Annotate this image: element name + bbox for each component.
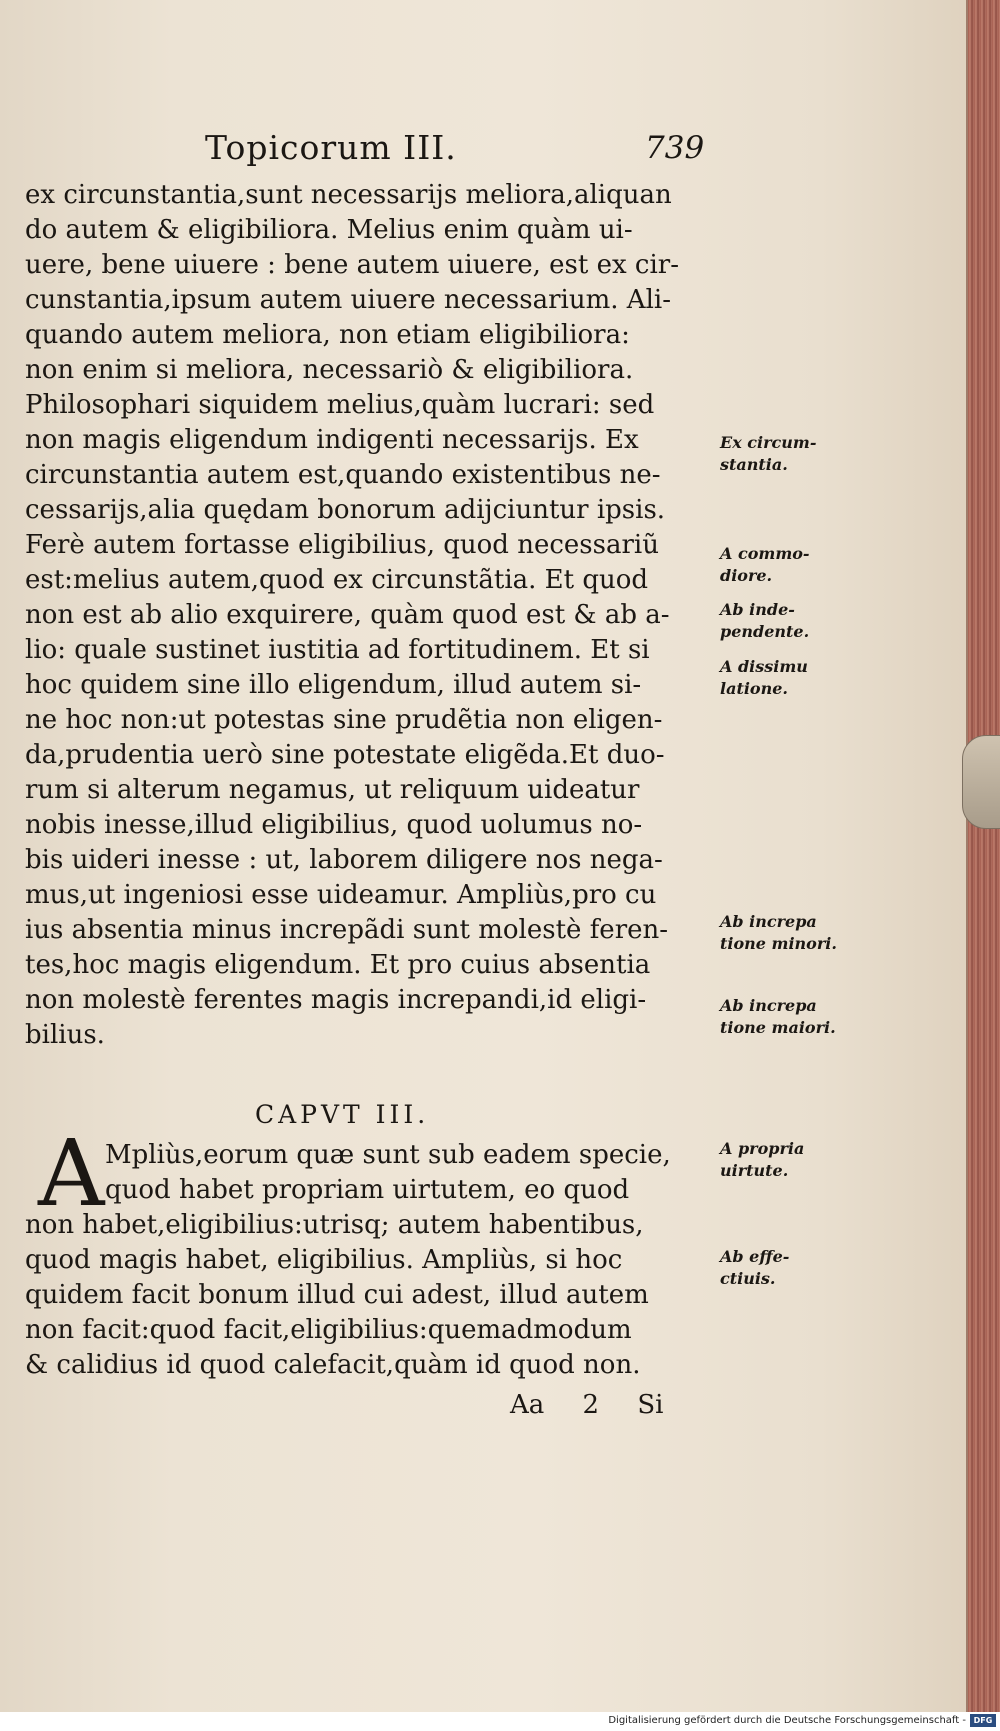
chapter-heading: CAPVT III. — [255, 1100, 430, 1129]
text-line: tes,hoc magis eligendum. Et pro cuius absentia — [25, 950, 651, 980]
marginal-note: A commo- — [720, 544, 810, 563]
marginal-note: Ab inde- — [720, 600, 795, 619]
marginal-note: Ab increpa — [720, 996, 817, 1015]
drop-cap: A — [38, 1120, 105, 1227]
running-head — [0, 128, 966, 172]
text-line: non molestè ferentes magis increpandi,id eligi- — [25, 985, 647, 1015]
marginal-note: Ex circum- — [720, 433, 817, 452]
text-line: Philosophari siquidem melius,quàm lucrari: sed — [25, 390, 655, 420]
text-line: est:melius autem,quod ex circunstãtia. Et quod — [25, 565, 649, 595]
marginal-note: latione. — [720, 679, 788, 698]
marginal-note: uirtute. — [720, 1161, 789, 1180]
marginal-note: A dissimu — [720, 657, 808, 676]
text-line: Ferè autem fortasse eligibilius, quod necessariũ — [25, 530, 659, 560]
text-line: cunstantia,ipsum autem uiuere necessarium. Ali- — [25, 285, 671, 315]
marginal-note: Ab effe- — [720, 1247, 790, 1266]
text-line: mus,ut ingeniosi esse uideamur. Ampliùs,pro cu — [25, 880, 657, 910]
running-title: Topicorum III. — [205, 128, 457, 167]
text-line: do autem & eligibiliora. Melius enim quàm ui- — [25, 215, 633, 245]
text-line: ne hoc non:ut potestas sine prudẽtia non eligen- — [25, 705, 663, 735]
text-line: & calidius id quod calefacit,quàm id quod non. — [25, 1350, 641, 1380]
text-line: ius absentia minus increpãdi sunt molestè feren- — [25, 915, 669, 945]
page-number: 739 — [645, 130, 705, 166]
marginal-note: pendente. — [720, 622, 810, 641]
text-line: Mpliùs,eorum quæ sunt sub eadem specie, — [105, 1140, 671, 1170]
text-line: nobis inesse,illud eligibilius, quod uolumus no- — [25, 810, 643, 840]
text-line: non habet,eligibilius:utrisq; autem habentibus, — [25, 1210, 644, 1240]
text-line: lio: quale sustinet iustitia ad fortitudinem. Et si — [25, 635, 650, 665]
text-line: rum si alterum negamus, ut reliquum uideatur — [25, 775, 640, 805]
text-line: uere, bene uiuere : bene autem uiuere, est ex cir- — [25, 250, 680, 280]
text-line: non facit:quod facit,eligibilius:quemadmodum — [25, 1315, 632, 1345]
text-line: bis uideri inesse : ut, laborem diligere nos nega- — [25, 845, 663, 875]
book-fore-edge — [968, 0, 1000, 1712]
text-line: non est ab alio exquirere, quàm quod est & ab a- — [25, 600, 670, 630]
catchword: Aa 2 Si — [510, 1390, 664, 1420]
text-line: da,prudentia uerò sine potestate eligẽda.Et duo- — [25, 740, 665, 770]
text-line: non enim si meliora, necessariò & eligibiliora. — [25, 355, 634, 385]
page-clip — [962, 735, 1000, 829]
text-line: quod habet propriam uirtutem, eo quod — [105, 1175, 630, 1205]
marginal-note: tione minori. — [720, 934, 837, 953]
dfg-logo: DFG — [970, 1714, 996, 1727]
marginal-note: Ab increpa — [720, 912, 817, 931]
marginal-note: ctiuis. — [720, 1269, 776, 1288]
text-line: hoc quidem sine illo eligendum, illud autem si- — [25, 670, 642, 700]
text-line: ex circunstantia,sunt necessarijs meliora,aliquan — [25, 180, 672, 210]
marginal-note: tione maiori. — [720, 1018, 836, 1037]
marginal-note: diore. — [720, 566, 773, 585]
text-line: cessarijs,alia quędam bonorum adijciuntur ipsis. — [25, 495, 666, 525]
text-line: circunstantia autem est,quando existentibus ne- — [25, 460, 661, 490]
text-line: quidem facit bonum illud cui adest, illud autem — [25, 1280, 649, 1310]
text-line: quod magis habet, eligibilius. Ampliùs, si hoc — [25, 1245, 623, 1275]
text-line: bilius. — [25, 1020, 105, 1050]
text-line: non magis eligendum indigenti necessarijs. Ex — [25, 425, 639, 455]
marginal-note: stantia. — [720, 455, 788, 474]
marginal-note: A propria — [720, 1139, 805, 1158]
text-line: quando autem meliora, non etiam eligibiliora: — [25, 320, 630, 350]
dfg-credit: Digitalisierung gefördert durch die Deutsche Forschungsgemeinschaft - — [608, 1715, 966, 1726]
